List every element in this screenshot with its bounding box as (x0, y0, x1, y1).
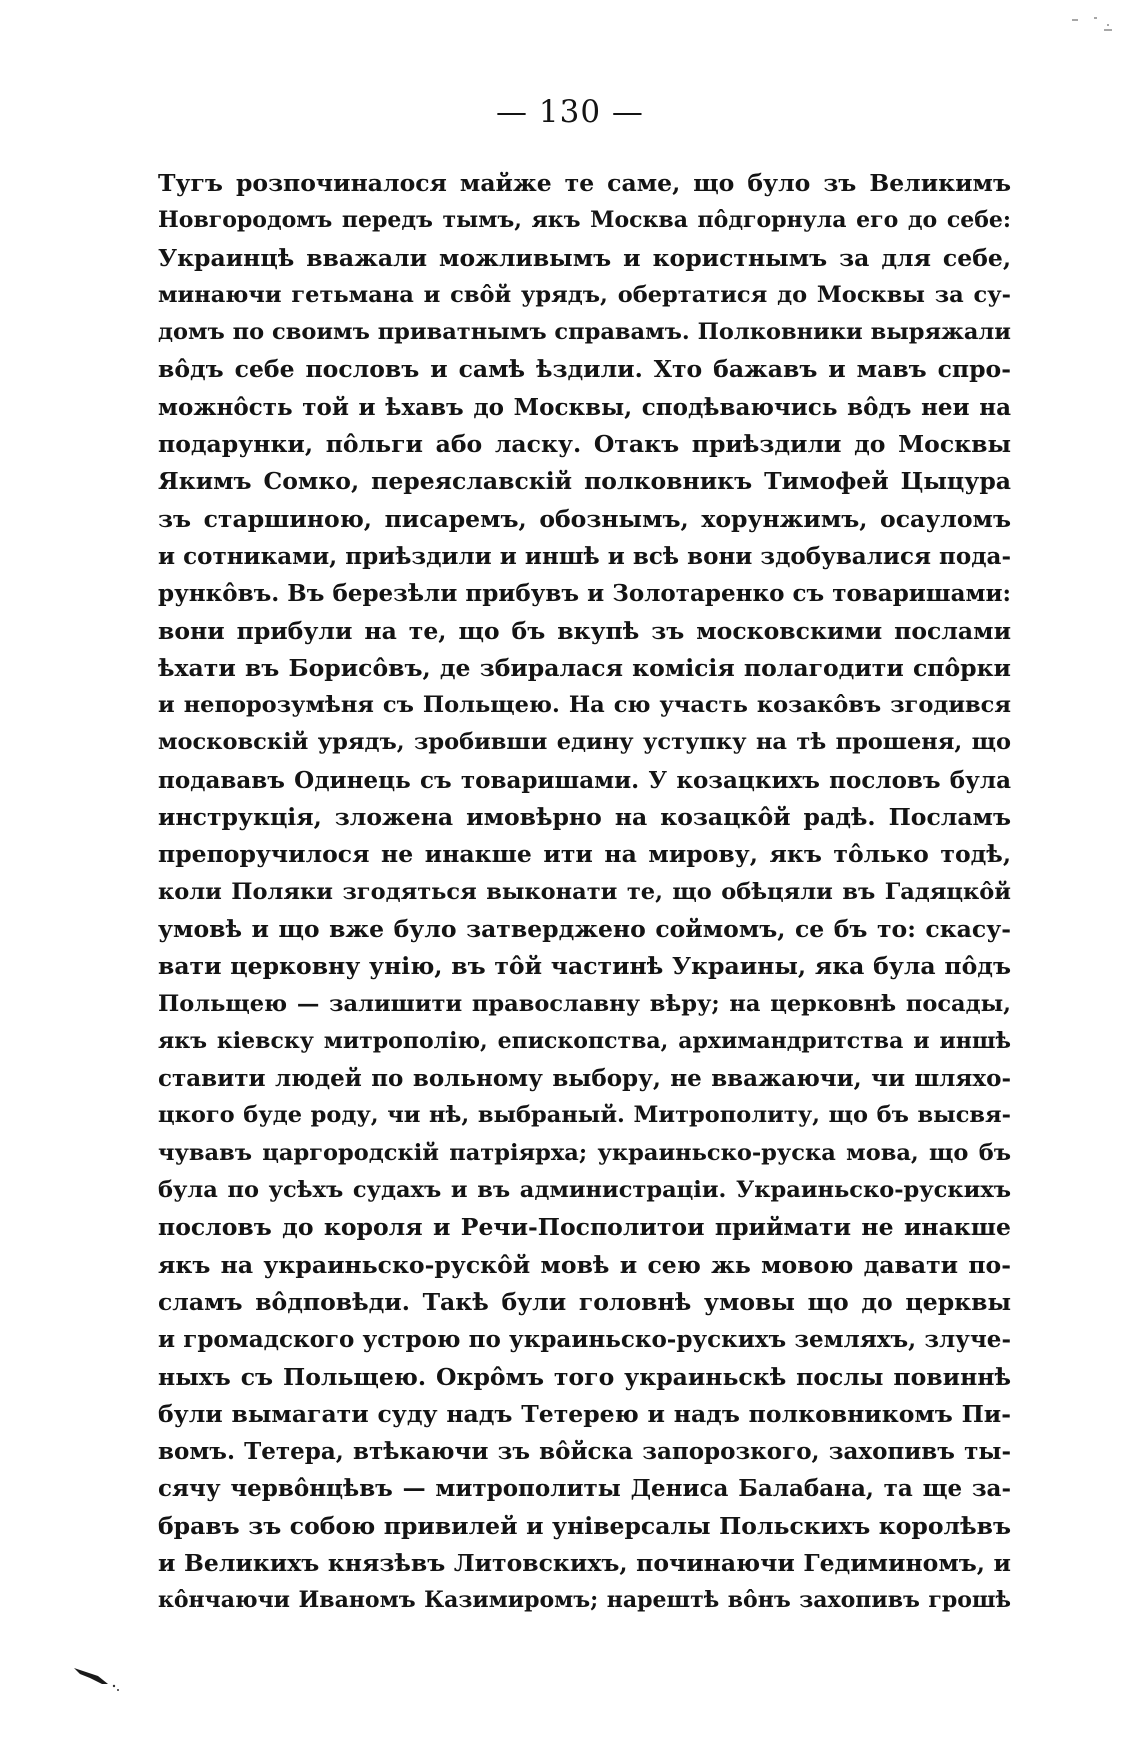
text-line: минаючи гетьмана и свôй урядъ, обертатися до Москвы за су- (158, 281, 1011, 308)
text-line: пословъ до короля и Речи-Посполитои приймати не инакше (158, 1213, 1011, 1242)
text-line: московскій урядъ, зробивши едину уступку на тѣ прошеня, що (158, 729, 1011, 756)
text-line: вони прибули на те, що бъ вкупѣ зъ московскими послами (158, 616, 1011, 645)
text-line: вôдъ себе пословъ и самѣ ѣздили. Хто бажавъ и мавъ спро- (158, 355, 1011, 384)
text-line: цкого буде роду, чи нѣ, выбраный. Митрополиту, що бъ высвя- (158, 1102, 1011, 1129)
text-line: Украинцѣ вважали можливымъ и користнымъ за для себе, (158, 243, 1011, 272)
text-line: препоручилося не инакше ити на мирову, якъ тôлько тодѣ, (158, 840, 1011, 869)
text-line: домъ по своимъ приватнымъ справамъ. Полковники выряжали (158, 319, 1011, 346)
text-line: сламъ вôдповѣди. Такѣ були головнѣ умовы що до церквы (158, 1287, 1011, 1316)
text-line: Тугъ розпочиналося майже те саме, що було зъ Великимъ (158, 169, 1011, 197)
text-line: умовѣ и що вже було затверджено соймомъ, се бъ то: скасу- (158, 914, 1011, 943)
text-line: инструкція, зложена имовѣрно на козацкôй радѣ. Посламъ (158, 803, 1011, 832)
text-line: ныхъ съ Польщею. Окрôмъ того украиньскѣ послы повиннѣ (158, 1362, 1011, 1391)
page-number: — 130 — (496, 94, 644, 130)
text-line: ѣхати въ Борисôвъ, де збиралася комісія полагодити спôрки (158, 653, 1011, 682)
text-line: и Великихъ князѣвъ Литовскихъ, починаючи Гедиминомъ, и (158, 1548, 1011, 1577)
text-line: були вымагати суду надъ Тетерею и надъ полковникомъ Пи- (158, 1399, 1011, 1428)
text-line: Якимъ Сомко, переяславскій полковникъ Тимофей Цыцура (158, 467, 1011, 496)
text-line: кôнчаючи Иваномъ Казимиромъ; нарештѣ вôнъ захопивъ грошѣ (158, 1587, 1011, 1614)
text-line: Польщею — залишити православну вѣру; на церковнѣ посады, (158, 990, 1011, 1017)
text-line: рункôвъ. Въ березѣли прибувъ и Золотаренко съ товаришами: (158, 580, 1011, 608)
text-line: и сотниками, приѣздили и иншѣ и всѣ вони здобувалися пода- (158, 542, 1011, 570)
text-line: ставити людей по вольному выбору, не вважаючи, чи шляхо- (158, 1065, 1011, 1093)
text-line: подарунки, пôльги або ласку. Отакъ приѣздили до Москвы (158, 430, 1011, 459)
text-line: якъ кіевску митрополію, епископства, архимандритства и иншѣ (158, 1027, 1011, 1054)
text-line: вомъ. Тетера, втѣкаючи зъ вôйска запорозкого, захопивъ ты- (158, 1438, 1011, 1466)
text-line: зъ старшиною, писаремъ, обознымъ, хорунжимъ, осауломъ (158, 504, 1011, 533)
text-line: була по усѣхъ судахъ и въ администраціи. Украиньско-рускихъ (158, 1177, 1011, 1204)
text-line: сячу червôнцѣвъ — митрополиты Дениса Балабана, та ще за- (158, 1475, 1011, 1503)
ink-smudge-mark (72, 1662, 132, 1692)
text-line: якъ на украиньско-рускôй мовѣ и сею жь мовою давати по- (158, 1250, 1011, 1279)
text-line: и непорозумѣня съ Польщею. На сю участь козакôвъ згодився (158, 692, 1011, 719)
text-line: Новгородомъ передъ тымъ, якъ Москва пôдгорнула его до себе: (158, 207, 1011, 234)
main-text (158, 165, 1011, 1620)
scan-speck-mark (1068, 14, 1118, 44)
text-line: коли Поляки згодяться выконати те, що обѣцяли въ Гадяцкôй (158, 878, 1011, 905)
text-line: бравъ зъ собою привилей и універсалы Польскихъ королѣвъ (158, 1511, 1011, 1540)
text-line: и громадского устрою по украиньско-рускихъ земляхъ, злуче- (158, 1326, 1011, 1354)
text-line: можнôсть той и ѣхавъ до Москвы, сподѣваючись вôдъ неи на (158, 393, 1011, 421)
text-line: вати церковну унію, въ тôй частинѣ Украины, яка була пôдъ (158, 952, 1011, 981)
text-line: чувавъ царгородскій патріярха; украиньско-руска мова, що бъ (158, 1139, 1011, 1166)
text-line: подававъ Одинець съ товаришами. У козацкихъ пословъ була (158, 766, 1011, 794)
